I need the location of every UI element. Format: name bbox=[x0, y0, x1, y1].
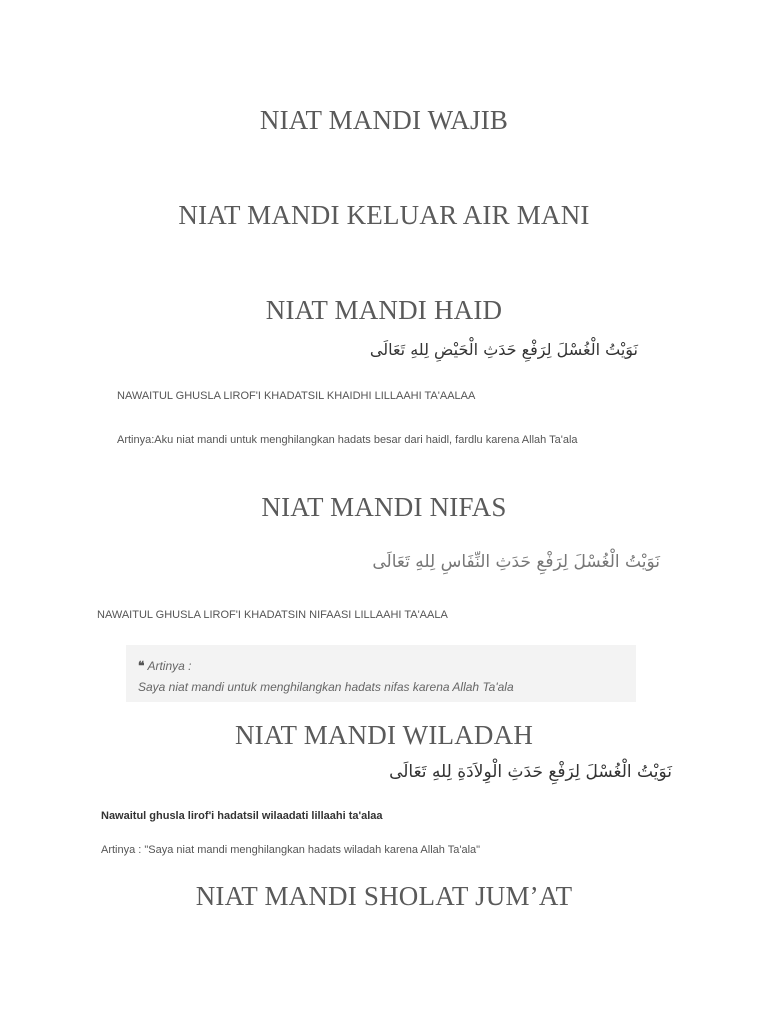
haid-latin-text: NAWAITUL GHUSLA LIROF'I KHADATSIL KHAIDHI LILLAAHI TA'AALAA bbox=[117, 390, 476, 402]
wiladah-artinya-text: Artinya : "Saya niat mandi menghilangkan hadats wiladah karena Allah Ta'ala" bbox=[101, 844, 481, 856]
heading-mandi-haid: NIAT MANDI HAID bbox=[265, 295, 503, 325]
haid-arabic-text: نَوَيْتُ الْغُسْلَ لِرَفْعِ حَدَثِ الْحَيْضِ لِلهِ تَعَالَى bbox=[369, 340, 638, 359]
heading-mandi-wajib: NIAT MANDI WAJIB bbox=[259, 105, 509, 135]
heading-mandi-wiladah: NIAT MANDI WILADAH bbox=[234, 720, 534, 750]
quote-icon: ❝ bbox=[138, 659, 145, 673]
nifas-artinya-quote bbox=[126, 645, 636, 702]
heading-sholat-jumat: NIAT MANDI SHOLAT JUM’AT bbox=[195, 881, 573, 911]
haid-artinya-text: Artinya:Aku niat mandi untuk menghilangkan hadats besar dari haidl, fardlu karena Allah Ta'ala bbox=[117, 434, 578, 446]
nifas-arabic-text: نَوَيْتُ الْغُسْلَ لِرَفْعِ حَدَثِ النِّفَاسِ لِلهِ تَعَالَى bbox=[372, 552, 660, 572]
heading-mandi-nifas: NIAT MANDI NIFAS bbox=[261, 492, 507, 522]
wiladah-arabic-text: نَوَيْتُ الْغُسْلَ لِرَفْعِ حَدَثِ الْوِلاَدَةِ لِلهِ تَعَالَى bbox=[389, 762, 672, 782]
nifas-artinya-text: Saya niat mandi untuk menghilangkan hadats nifas karena Allah Ta'ala bbox=[138, 680, 514, 694]
wiladah-latin-text: Nawaitul ghusla lirof'i hadatsil wilaadati lillaahi ta'alaa bbox=[101, 810, 383, 822]
heading-keluar-air-mani: NIAT MANDI KELUAR AIR MANI bbox=[178, 200, 590, 230]
nifas-artinya-label: Artinya : bbox=[147, 659, 192, 673]
nifas-latin-text: NAWAITUL GHUSLA LIROF'I KHADATSIN NIFAASI LILLAAHI TA'AALA bbox=[97, 609, 448, 621]
